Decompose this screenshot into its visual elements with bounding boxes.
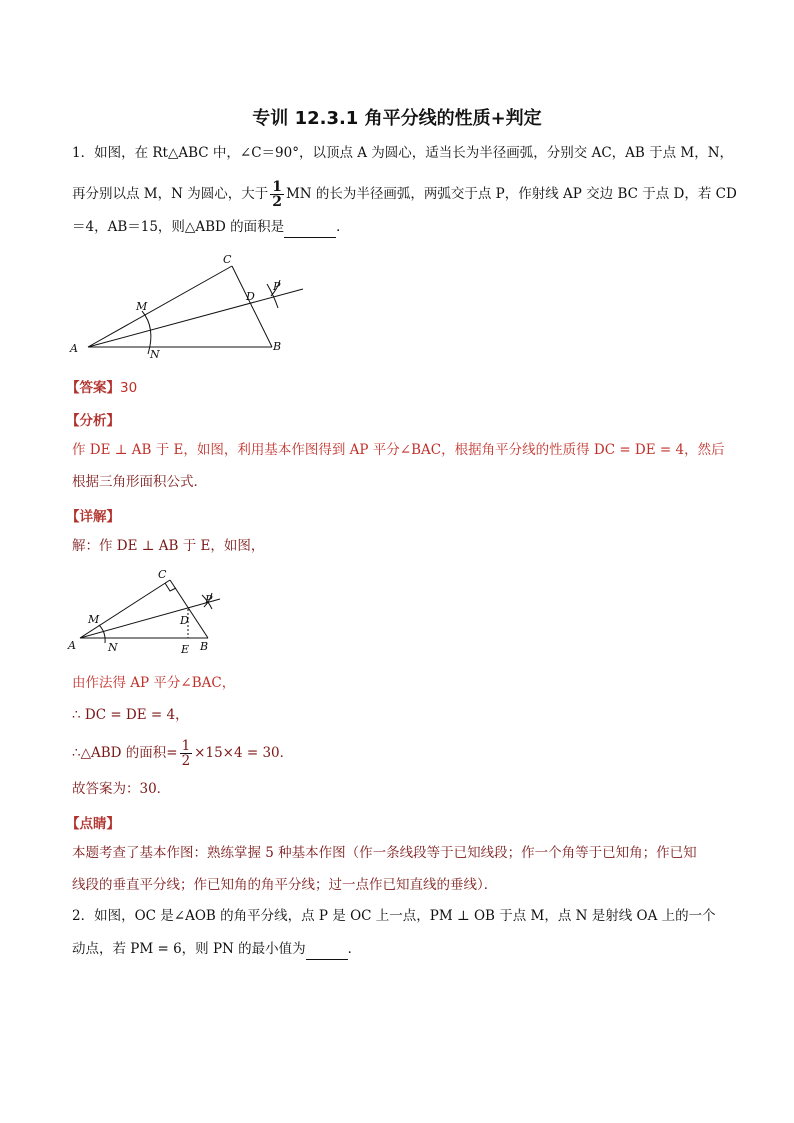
detail-line4-end: ×15×4 = 30． xyxy=(194,745,294,761)
detail-fraction-denominator: 2 xyxy=(181,753,191,769)
q1-fraction-denominator: 2 xyxy=(272,194,282,210)
q1-answer-blank xyxy=(284,217,336,238)
q2-line2-text: 动点，若 PM = 6，则 PN 的最小值为 xyxy=(72,941,306,957)
fig2-label-a: A xyxy=(68,639,76,652)
fig2-label-m: M xyxy=(88,613,100,626)
q2-line2 xyxy=(72,939,361,960)
comment-line1: 本题考查了基本作图：熟练掌握 5 种基本作图（作一条线段等于已知线段；作一个角等于已知角；作已知 xyxy=(72,845,697,861)
fig2-label-b: B xyxy=(200,640,209,653)
fig1-label-n: N xyxy=(150,348,160,361)
fig1-ray-ap xyxy=(88,289,303,347)
q1-line2 xyxy=(72,180,737,209)
fig1-label-p: P xyxy=(273,280,281,293)
answer-tag-label: 【答案】 xyxy=(66,380,120,396)
q1-line2-start: 再分别以点 M，N 为圆心，大于 xyxy=(72,186,269,202)
q1-line3-text: ＝4，AB＝15，则△ABD 的面积是 xyxy=(72,219,285,235)
q2-answer-blank xyxy=(306,939,348,960)
fig2-label-p: P xyxy=(205,593,213,606)
q2-line2-end: ． xyxy=(347,941,362,957)
fig2-label-e: E xyxy=(181,643,190,656)
figure-2 xyxy=(62,563,232,659)
detail-line2: 由作法得 AP 平分∠BAC， xyxy=(72,675,236,691)
fig1-label-d: D xyxy=(246,290,255,303)
comment-tag: 【点睛】 xyxy=(66,816,120,832)
fig2-label-c: C xyxy=(158,568,167,581)
fig1-label-b: B xyxy=(273,340,282,353)
fig2-side-ac xyxy=(80,580,170,638)
q2-line1: 2．如图，OC 是∠AOB 的角平分线，点 P 是 OC 上一点，PM ⊥ OB 于点 M，点 N 是射线 OA 上的一个 xyxy=(72,908,716,924)
analysis-line1: 作 DE ⊥ AB 于 E，如图，利用基本作图得到 AP 平分∠BAC，根据角平分线的性质得 DC = DE = 4，然后 xyxy=(72,442,725,458)
q1-line3-end: ． xyxy=(336,219,350,235)
detail-line1: 解：作 DE ⊥ AB 于 E，如图， xyxy=(72,538,265,554)
detail-fraction-numerator: 1 xyxy=(181,738,191,754)
fig2-label-n: N xyxy=(108,641,118,654)
analysis-tag: 【分析】 xyxy=(66,413,120,429)
analysis-line2: 根据三角形面积公式． xyxy=(72,474,207,490)
q1-line2-end: MN 的长为半径画弧，两弧交于点 P，作射线 AP 交边 BC 于点 D，若 CD xyxy=(285,186,737,202)
fig2-label-d: D xyxy=(180,614,189,627)
answer-tag xyxy=(66,376,137,396)
fig1-label-a: A xyxy=(70,342,78,355)
fig1-label-c: C xyxy=(223,253,232,266)
detail-tag: 【详解】 xyxy=(66,509,120,525)
page-title: 专训 12.3.1 角平分线的性质+判定 xyxy=(252,108,542,129)
detail-line5: 故答案为：30． xyxy=(72,781,171,797)
q1-fraction xyxy=(270,180,284,209)
q1-line3 xyxy=(72,217,350,238)
detail-fraction xyxy=(180,739,193,768)
detail-line3: ∴ DC = DE = 4， xyxy=(72,707,189,723)
q1-fraction-numerator: 1 xyxy=(272,179,282,195)
fig2-arc-mn xyxy=(99,625,105,643)
fig2-ray-ap xyxy=(80,599,220,638)
detail-line4-start: ∴△ABD 的面积= xyxy=(72,745,178,761)
fig1-label-m: M xyxy=(136,300,148,313)
figure-1 xyxy=(60,248,320,368)
q1-line1: 1．如图，在 Rt△ABC 中，∠C＝90°，以顶点 A 为圆心，适当长为半径画弧，分别交 AC，AB 于点 M，N， xyxy=(72,145,734,161)
detail-line4 xyxy=(72,739,293,768)
answer-value: 30 xyxy=(120,380,138,396)
fig1-side-ac xyxy=(88,266,232,347)
comment-line2: 线段的垂直平分线；作已知角的角平分线；过一点作已知直线的垂线）． xyxy=(72,877,498,893)
